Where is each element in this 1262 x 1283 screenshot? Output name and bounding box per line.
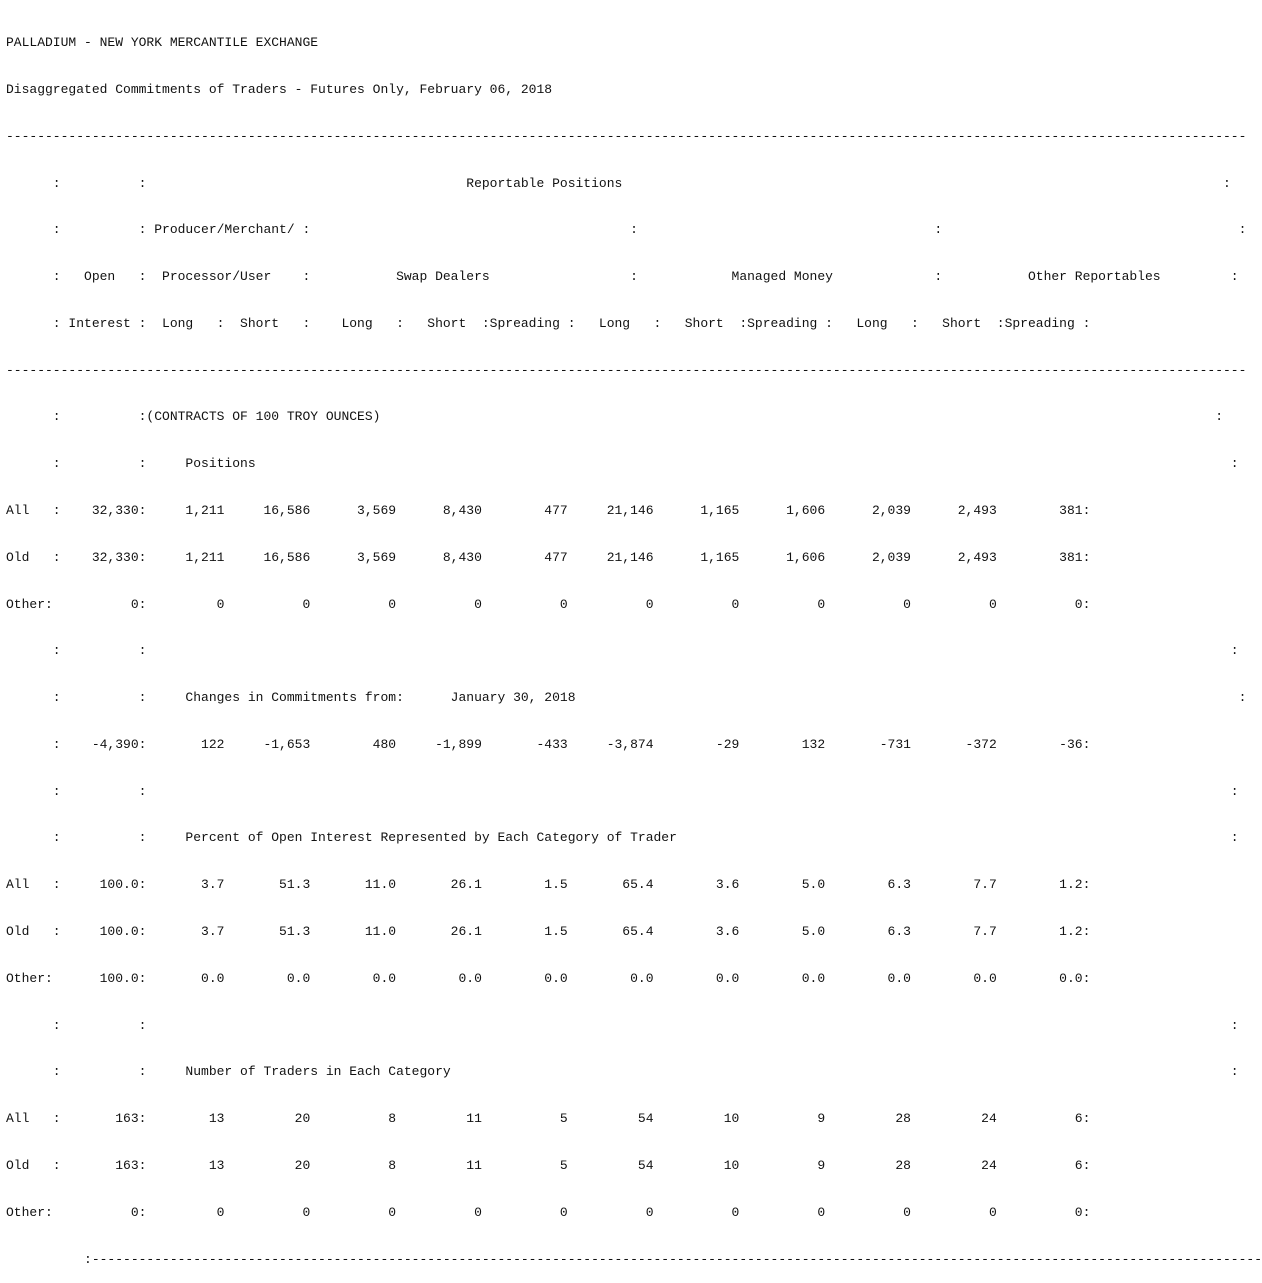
report-title: PALLADIUM - NEW YORK MERCANTILE EXCHANGE	[6, 35, 319, 51]
percent-row-all: All : 100.0: 3.7 51.3 11.0 26.1 1.5 65.4 3.6 5.0 6.3 7.7 1.2:	[6, 877, 1091, 893]
percent-heading: : : Percent of Open Interest Represented by Each Category of Trader :	[6, 830, 1239, 846]
header-line-categories: : Open : Processor/User : Swap Dealers : Managed Money : Other Reportables :	[6, 269, 1239, 285]
positions-row-other: Other: 0: 0 0 0 0 0 0 0 0 0 0 0:	[6, 596, 1091, 612]
positions-row-all: All : 32,330: 1,211 16,586 3,569 8,430 477 21,146 1,165 1,606 2,039 2,493 381:	[6, 503, 1091, 518]
positions-heading: : : Positions :	[6, 456, 1239, 472]
traders-heading: : : Number of Traders in Each Category :	[6, 1064, 1239, 1080]
rule-bottom: :------------------------------------------------------------------------------------------------------------------------------------------------------	[6, 1251, 1262, 1267]
positions-row-old: Old : 32,330: 1,211 16,586 3,569 8,430 477 21,146 1,165 1,606 2,039 2,493 381:	[6, 549, 1091, 565]
percent-row-other: Other: 100.0: 0.0 0.0 0.0 0.0 0.0 0.0 0.0 0.0 0.0 0.0 0.0:	[6, 970, 1091, 986]
rule-header: ---------------------------------------------------------------------------------------------------------------------------------------------------------------	[6, 362, 1247, 378]
rule-top: ---------------------------------------------------------------------------------------------------------------------------------------------------------------	[6, 128, 1247, 144]
header-line-producer: : : Producer/Merchant/ : : : :	[6, 222, 1247, 238]
spacer-line: : : :	[6, 783, 1239, 799]
changes-row: : -4,390: 122 -1,653 480 -1,899 -433 -3,874 -29 132 -731 -372 -36:	[6, 736, 1091, 752]
percent-row-old: Old : 100.0: 3.7 51.3 11.0 26.1 1.5 65.4 3.6 5.0 6.3 7.7 1.2:	[6, 924, 1091, 940]
header-line-reportable: : : Reportable Positions :	[6, 175, 1231, 191]
spacer-line: : : :	[6, 643, 1239, 659]
changes-heading: : : Changes in Commitments from: January 30, 2018 :	[6, 690, 1247, 706]
traders-row-all: All : 163: 13 20 8 11 5 54 10 9 28 24 6:	[6, 1111, 1091, 1127]
traders-row-other: Other: 0: 0 0 0 0 0 0 0 0 0 0 0:	[6, 1204, 1091, 1220]
header-line-columns: : Interest : Long : Short : Long : Short :Spreading : Long : Short :Spreading : Long : Short :Spreading :	[6, 315, 1091, 331]
report-subtitle: Disaggregated Commitments of Traders - Futures Only, February 06, 2018	[6, 81, 553, 97]
spacer-line: : : :	[6, 1017, 1239, 1033]
contracts-unit-line: : :(CONTRACTS OF 100 TROY OUNCES) :	[6, 409, 1223, 425]
traders-row-old: Old : 163: 13 20 8 11 5 54 10 9 28 24 6:	[6, 1157, 1091, 1173]
